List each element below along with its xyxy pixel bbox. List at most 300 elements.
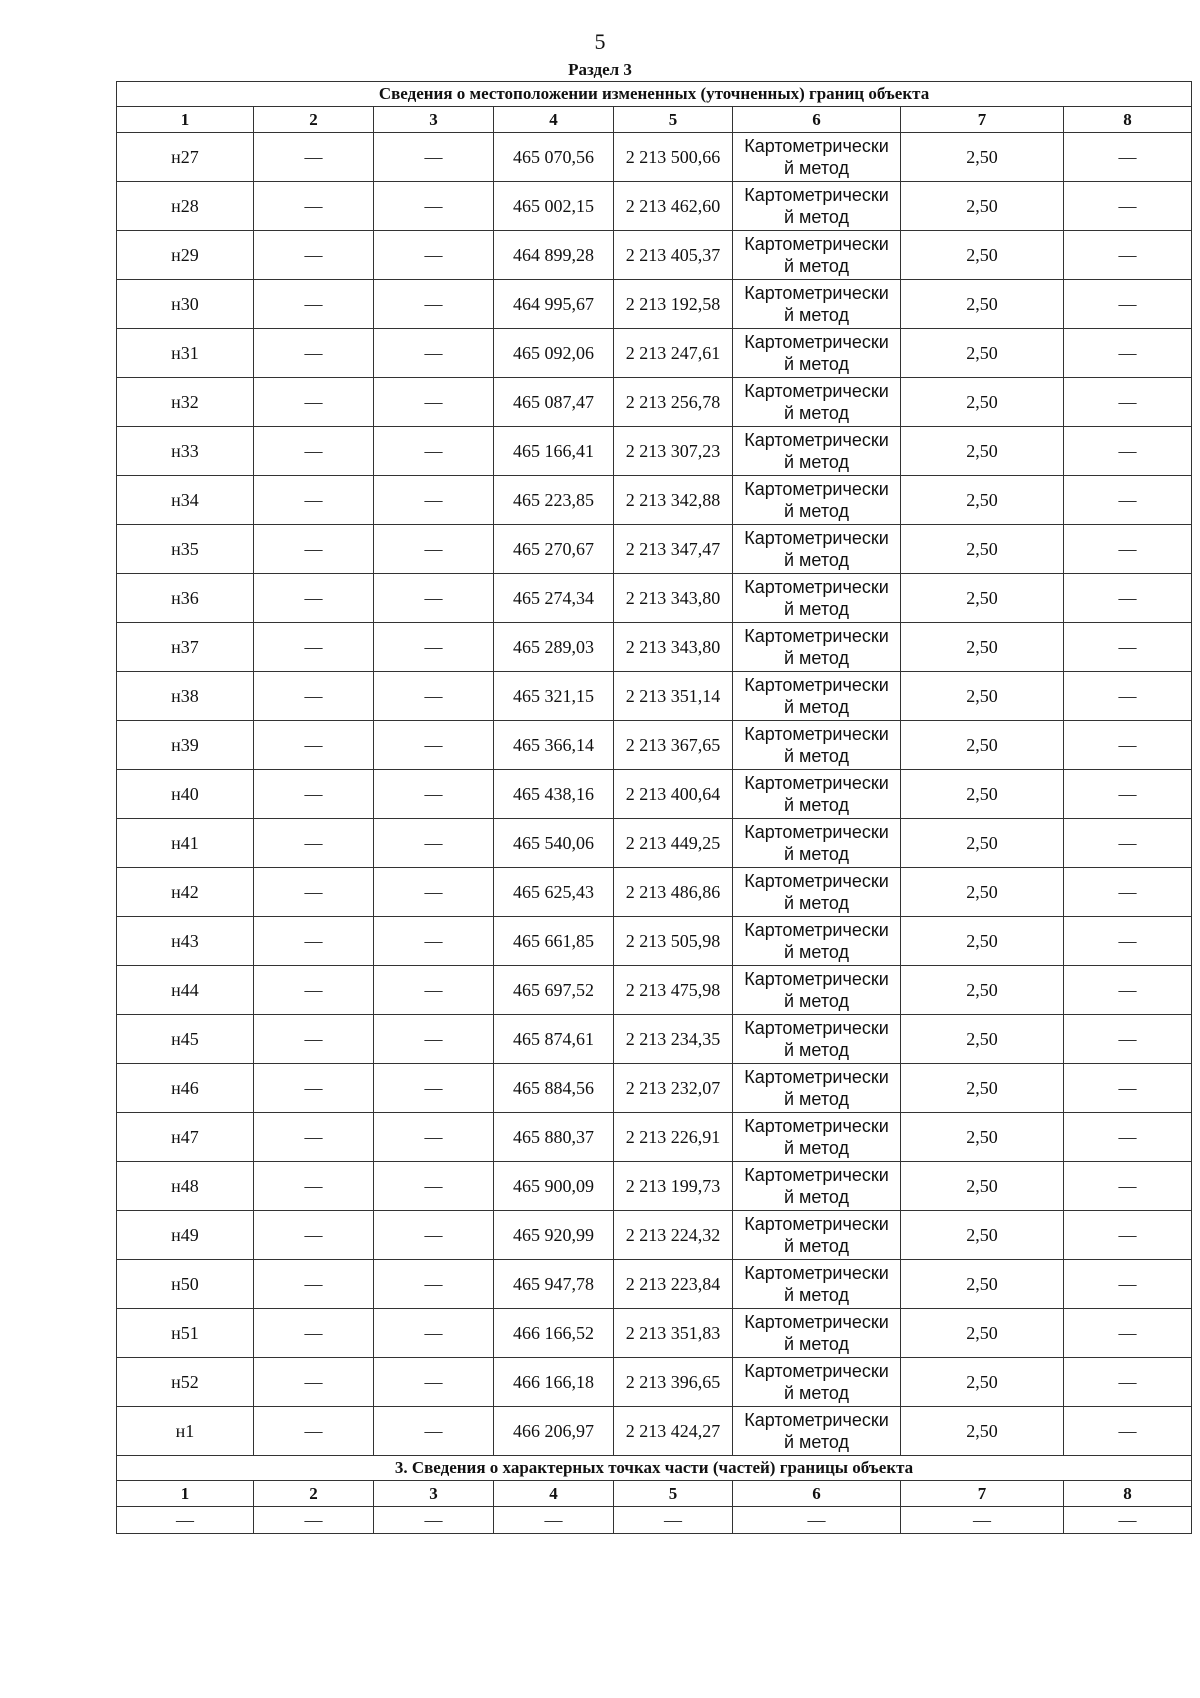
method-cell bbox=[733, 476, 901, 525]
empty-cell: — bbox=[1064, 378, 1192, 427]
parts-column-header-2: 2 bbox=[254, 1481, 374, 1507]
empty-cell: — bbox=[254, 1015, 374, 1064]
point-name-cell: н31 bbox=[117, 329, 254, 378]
accuracy-cell: 2,50 bbox=[901, 672, 1064, 721]
accuracy-cell: 2,50 bbox=[901, 868, 1064, 917]
method-cell bbox=[733, 574, 901, 623]
method-line-2: й метод bbox=[783, 256, 849, 276]
empty-cell: — bbox=[374, 329, 494, 378]
table-row bbox=[117, 721, 1192, 770]
point-name-cell: н49 bbox=[117, 1211, 254, 1260]
parts-column-header-3: 3 bbox=[374, 1481, 494, 1507]
method-line-2: й метод bbox=[783, 1285, 849, 1305]
x-coordinate-cell: 465 321,15 bbox=[494, 672, 614, 721]
table-row bbox=[117, 1211, 1192, 1260]
point-name-cell: н38 bbox=[117, 672, 254, 721]
column-header-5: 5 bbox=[614, 107, 733, 133]
x-coordinate-cell: 466 166,52 bbox=[494, 1309, 614, 1358]
y-coordinate-cell: 2 213 247,61 bbox=[614, 329, 733, 378]
accuracy-cell: 2,50 bbox=[901, 1015, 1064, 1064]
empty-cell: — bbox=[254, 1358, 374, 1407]
accuracy-cell: 2,50 bbox=[901, 231, 1064, 280]
empty-cell: — bbox=[254, 280, 374, 329]
accuracy-cell: 2,50 bbox=[901, 378, 1064, 427]
accuracy-cell: 2,50 bbox=[901, 182, 1064, 231]
method-line-2: й метод bbox=[783, 795, 849, 815]
empty-cell: — bbox=[1064, 1162, 1192, 1211]
method-line-1: Картометрически bbox=[744, 479, 889, 499]
accuracy-cell: 2,50 bbox=[901, 329, 1064, 378]
point-name-cell: н42 bbox=[117, 868, 254, 917]
method-line-2: й метод bbox=[783, 648, 849, 668]
empty-cell: — bbox=[1064, 1015, 1192, 1064]
empty-cell: — bbox=[1064, 672, 1192, 721]
method-line-1: Картометрически bbox=[744, 185, 889, 205]
y-coordinate-cell: 2 213 486,86 bbox=[614, 868, 733, 917]
empty-cell: — bbox=[1064, 1507, 1192, 1534]
method-cell bbox=[733, 182, 901, 231]
method-line-2: й метод bbox=[783, 1187, 849, 1207]
empty-cell: — bbox=[1064, 525, 1192, 574]
method-cell bbox=[733, 1309, 901, 1358]
method-cell bbox=[733, 770, 901, 819]
empty-cell: — bbox=[1064, 1358, 1192, 1407]
empty-cell: — bbox=[374, 427, 494, 476]
point-name-cell: н30 bbox=[117, 280, 254, 329]
y-coordinate-cell: 2 213 462,60 bbox=[614, 182, 733, 231]
empty-cell: — bbox=[254, 329, 374, 378]
point-name-cell: н43 bbox=[117, 917, 254, 966]
method-line-1: Картометрически bbox=[744, 1214, 889, 1234]
empty-cell: — bbox=[374, 623, 494, 672]
accuracy-cell: 2,50 bbox=[901, 1260, 1064, 1309]
empty-cell: — bbox=[1064, 819, 1192, 868]
empty-cell: — bbox=[254, 182, 374, 231]
method-cell bbox=[733, 133, 901, 182]
x-coordinate-cell: 465 697,52 bbox=[494, 966, 614, 1015]
x-coordinate-cell: 465 274,34 bbox=[494, 574, 614, 623]
point-name-cell: н52 bbox=[117, 1358, 254, 1407]
empty-cell: — bbox=[1064, 623, 1192, 672]
x-coordinate-cell: 465 087,47 bbox=[494, 378, 614, 427]
point-name-cell: н34 bbox=[117, 476, 254, 525]
accuracy-cell: 2,50 bbox=[901, 1358, 1064, 1407]
y-coordinate-cell: 2 213 223,84 bbox=[614, 1260, 733, 1309]
method-cell bbox=[733, 1260, 901, 1309]
table-row bbox=[117, 182, 1192, 231]
empty-cell: — bbox=[733, 1507, 901, 1534]
point-name-cell: н36 bbox=[117, 574, 254, 623]
empty-cell: — bbox=[1064, 1113, 1192, 1162]
empty-cell: — bbox=[374, 133, 494, 182]
empty-cell: — bbox=[254, 133, 374, 182]
method-line-1: Картометрически bbox=[744, 1263, 889, 1283]
empty-cell: — bbox=[374, 1015, 494, 1064]
x-coordinate-cell: 465 438,16 bbox=[494, 770, 614, 819]
method-line-2: й метод bbox=[783, 1040, 849, 1060]
x-coordinate-cell: 466 166,18 bbox=[494, 1358, 614, 1407]
table-row bbox=[117, 868, 1192, 917]
method-line-2: й метод bbox=[783, 452, 849, 472]
table-row bbox=[117, 672, 1192, 721]
empty-cell: — bbox=[254, 623, 374, 672]
empty-cell: — bbox=[374, 721, 494, 770]
x-coordinate-cell: 465 874,61 bbox=[494, 1015, 614, 1064]
table-row bbox=[117, 1162, 1192, 1211]
table-row bbox=[117, 476, 1192, 525]
column-header-7: 7 bbox=[901, 107, 1064, 133]
empty-cell: — bbox=[1064, 868, 1192, 917]
parts-column-header-7: 7 bbox=[901, 1481, 1064, 1507]
method-line-1: Картометрически bbox=[744, 871, 889, 891]
parts-title-row bbox=[117, 1456, 1192, 1481]
method-line-1: Картометрически bbox=[744, 1361, 889, 1381]
empty-cell: — bbox=[1064, 231, 1192, 280]
method-line-2: й метод bbox=[783, 1334, 849, 1354]
accuracy-cell: 2,50 bbox=[901, 917, 1064, 966]
x-coordinate-cell: 465 289,03 bbox=[494, 623, 614, 672]
table-row bbox=[117, 427, 1192, 476]
method-cell bbox=[733, 525, 901, 574]
empty-cell: — bbox=[254, 1113, 374, 1162]
method-line-2: й метод bbox=[783, 550, 849, 570]
y-coordinate-cell: 2 213 505,98 bbox=[614, 917, 733, 966]
table-row bbox=[117, 623, 1192, 672]
accuracy-cell: 2,50 bbox=[901, 1113, 1064, 1162]
method-line-1: Картометрически bbox=[744, 1410, 889, 1430]
point-name-cell: н40 bbox=[117, 770, 254, 819]
x-coordinate-cell: 465 092,06 bbox=[494, 329, 614, 378]
method-line-1: Картометрически bbox=[744, 724, 889, 744]
method-line-2: й метод bbox=[783, 1383, 849, 1403]
point-name-cell: н29 bbox=[117, 231, 254, 280]
column-header-6: 6 bbox=[733, 107, 901, 133]
empty-cell: — bbox=[254, 1309, 374, 1358]
x-coordinate-cell: 465 366,14 bbox=[494, 721, 614, 770]
section-title: Раздел 3 bbox=[568, 60, 632, 79]
accuracy-cell: 2,50 bbox=[901, 525, 1064, 574]
empty-cell: — bbox=[254, 1064, 374, 1113]
parts-header-row bbox=[117, 1481, 1192, 1507]
x-coordinate-cell: 465 900,09 bbox=[494, 1162, 614, 1211]
empty-cell: — bbox=[254, 1507, 374, 1534]
x-coordinate-cell: 466 206,97 bbox=[494, 1407, 614, 1456]
method-cell bbox=[733, 231, 901, 280]
empty-cell: — bbox=[374, 574, 494, 623]
parts-column-header-4: 4 bbox=[494, 1481, 614, 1507]
table-row bbox=[117, 329, 1192, 378]
method-line-1: Картометрически bbox=[744, 1165, 889, 1185]
point-name-cell: н41 bbox=[117, 819, 254, 868]
empty-cell: — bbox=[254, 966, 374, 1015]
empty-cell: — bbox=[254, 1211, 374, 1260]
table-row bbox=[117, 819, 1192, 868]
point-name-cell: н46 bbox=[117, 1064, 254, 1113]
empty-cell: — bbox=[254, 868, 374, 917]
empty-cell: — bbox=[1064, 721, 1192, 770]
x-coordinate-cell: 465 884,56 bbox=[494, 1064, 614, 1113]
method-line-1: Картометрически bbox=[744, 822, 889, 842]
point-name-cell: н47 bbox=[117, 1113, 254, 1162]
method-line-1: Картометрически bbox=[744, 1312, 889, 1332]
empty-cell: — bbox=[374, 1407, 494, 1456]
empty-cell: — bbox=[374, 1260, 494, 1309]
x-coordinate-cell: 464 995,67 bbox=[494, 280, 614, 329]
method-line-1: Картометрически bbox=[744, 528, 889, 548]
point-name-cell: н28 bbox=[117, 182, 254, 231]
empty-cell: — bbox=[1064, 182, 1192, 231]
empty-cell: — bbox=[254, 476, 374, 525]
y-coordinate-cell: 2 213 342,88 bbox=[614, 476, 733, 525]
method-line-1: Картометрически bbox=[744, 773, 889, 793]
point-name-cell: н44 bbox=[117, 966, 254, 1015]
method-cell bbox=[733, 819, 901, 868]
method-line-2: й метод bbox=[783, 844, 849, 864]
method-cell bbox=[733, 427, 901, 476]
table-row bbox=[117, 1407, 1192, 1456]
point-name-cell: н1 bbox=[117, 1407, 254, 1456]
empty-cell: — bbox=[374, 1064, 494, 1113]
empty-cell: — bbox=[374, 1211, 494, 1260]
point-name-cell: н35 bbox=[117, 525, 254, 574]
y-coordinate-cell: 2 213 226,91 bbox=[614, 1113, 733, 1162]
empty-cell: — bbox=[374, 1358, 494, 1407]
empty-cell: — bbox=[254, 721, 374, 770]
empty-cell: — bbox=[374, 1309, 494, 1358]
empty-cell: — bbox=[254, 1162, 374, 1211]
table-row bbox=[117, 1260, 1192, 1309]
method-line-2: й метод bbox=[783, 1089, 849, 1109]
boundary-table-body bbox=[117, 82, 1192, 1534]
parts-column-header-1: 1 bbox=[117, 1481, 254, 1507]
column-header-2: 2 bbox=[254, 107, 374, 133]
empty-cell: — bbox=[374, 1162, 494, 1211]
method-line-1: Картометрически bbox=[744, 283, 889, 303]
x-coordinate-cell: 465 920,99 bbox=[494, 1211, 614, 1260]
method-cell bbox=[733, 1113, 901, 1162]
method-line-2: й метод bbox=[783, 599, 849, 619]
empty-cell: — bbox=[374, 525, 494, 574]
method-line-1: Картометрически bbox=[744, 1018, 889, 1038]
empty-cell: — bbox=[1064, 1064, 1192, 1113]
empty-cell: — bbox=[374, 1113, 494, 1162]
method-line-2: й метод bbox=[783, 1138, 849, 1158]
accuracy-cell: 2,50 bbox=[901, 1162, 1064, 1211]
empty-cell: — bbox=[1064, 1407, 1192, 1456]
method-line-1: Картометрически bbox=[744, 969, 889, 989]
accuracy-cell: 2,50 bbox=[901, 1064, 1064, 1113]
method-line-2: й метод bbox=[783, 354, 849, 374]
method-cell bbox=[733, 1211, 901, 1260]
empty-cell: — bbox=[1064, 476, 1192, 525]
method-line-1: Картометрически bbox=[744, 920, 889, 940]
empty-cell: — bbox=[374, 966, 494, 1015]
y-coordinate-cell: 2 213 351,14 bbox=[614, 672, 733, 721]
empty-cell: — bbox=[374, 182, 494, 231]
point-name-cell: н48 bbox=[117, 1162, 254, 1211]
empty-cell: — bbox=[254, 1407, 374, 1456]
empty-cell: — bbox=[1064, 917, 1192, 966]
method-line-1: Картометрически bbox=[744, 430, 889, 450]
method-line-1: Картометрически bbox=[744, 626, 889, 646]
empty-cell: — bbox=[254, 427, 374, 476]
empty-cell: — bbox=[374, 868, 494, 917]
x-coordinate-cell: 465 540,06 bbox=[494, 819, 614, 868]
y-coordinate-cell: 2 213 232,07 bbox=[614, 1064, 733, 1113]
empty-cell: — bbox=[494, 1507, 614, 1534]
table-row bbox=[117, 1064, 1192, 1113]
empty-cell: — bbox=[374, 280, 494, 329]
y-coordinate-cell: 2 213 234,35 bbox=[614, 1015, 733, 1064]
parts-column-header-6: 6 bbox=[733, 1481, 901, 1507]
method-line-2: й метод bbox=[783, 501, 849, 521]
empty-cell: — bbox=[1064, 329, 1192, 378]
accuracy-cell: 2,50 bbox=[901, 770, 1064, 819]
empty-cell: — bbox=[254, 770, 374, 819]
empty-cell: — bbox=[254, 574, 374, 623]
parts-column-header-8: 8 bbox=[1064, 1481, 1192, 1507]
parts-table-row bbox=[117, 1507, 1192, 1534]
empty-cell: — bbox=[254, 1260, 374, 1309]
y-coordinate-cell: 2 213 424,27 bbox=[614, 1407, 733, 1456]
y-coordinate-cell: 2 213 199,73 bbox=[614, 1162, 733, 1211]
empty-cell: — bbox=[1064, 1309, 1192, 1358]
empty-cell: — bbox=[374, 378, 494, 427]
table-header-row bbox=[117, 107, 1192, 133]
empty-cell: — bbox=[1064, 1211, 1192, 1260]
accuracy-cell: 2,50 bbox=[901, 476, 1064, 525]
empty-cell: — bbox=[374, 1507, 494, 1534]
table-row bbox=[117, 1358, 1192, 1407]
parts-table-title: 3. Сведения о характерных точках части (частей) границы объекта bbox=[117, 1456, 1192, 1481]
table-row bbox=[117, 133, 1192, 182]
method-line-2: й метод bbox=[783, 1236, 849, 1256]
x-coordinate-cell: 465 070,56 bbox=[494, 133, 614, 182]
x-coordinate-cell: 465 002,15 bbox=[494, 182, 614, 231]
method-cell bbox=[733, 917, 901, 966]
accuracy-cell: 2,50 bbox=[901, 280, 1064, 329]
method-cell bbox=[733, 623, 901, 672]
accuracy-cell: 2,50 bbox=[901, 133, 1064, 182]
y-coordinate-cell: 2 213 396,65 bbox=[614, 1358, 733, 1407]
column-header-4: 4 bbox=[494, 107, 614, 133]
method-line-2: й метод bbox=[783, 697, 849, 717]
empty-cell: — bbox=[374, 819, 494, 868]
empty-cell: — bbox=[1064, 966, 1192, 1015]
empty-cell: — bbox=[374, 476, 494, 525]
method-line-1: Картометрически bbox=[744, 1067, 889, 1087]
method-line-1: Картометрически bbox=[744, 675, 889, 695]
x-coordinate-cell: 465 947,78 bbox=[494, 1260, 614, 1309]
point-name-cell: н45 bbox=[117, 1015, 254, 1064]
empty-cell: — bbox=[374, 672, 494, 721]
method-cell bbox=[733, 1358, 901, 1407]
y-coordinate-cell: 2 213 307,23 bbox=[614, 427, 733, 476]
method-line-1: Картометрически bbox=[744, 136, 889, 156]
empty-cell: — bbox=[254, 378, 374, 427]
empty-cell: — bbox=[1064, 280, 1192, 329]
empty-cell: — bbox=[374, 770, 494, 819]
accuracy-cell: 2,50 bbox=[901, 966, 1064, 1015]
table-row bbox=[117, 917, 1192, 966]
y-coordinate-cell: 2 213 224,32 bbox=[614, 1211, 733, 1260]
accuracy-cell: 2,50 bbox=[901, 427, 1064, 476]
y-coordinate-cell: 2 213 475,98 bbox=[614, 966, 733, 1015]
accuracy-cell: 2,50 bbox=[901, 574, 1064, 623]
method-cell bbox=[733, 378, 901, 427]
method-line-2: й метод bbox=[783, 746, 849, 766]
method-line-2: й метод bbox=[783, 207, 849, 227]
table-row bbox=[117, 280, 1192, 329]
x-coordinate-cell: 465 270,67 bbox=[494, 525, 614, 574]
y-coordinate-cell: 2 213 256,78 bbox=[614, 378, 733, 427]
point-name-cell: н39 bbox=[117, 721, 254, 770]
point-name-cell: н50 bbox=[117, 1260, 254, 1309]
method-cell bbox=[733, 868, 901, 917]
page-number: 5 bbox=[594, 29, 606, 54]
y-coordinate-cell: 2 213 192,58 bbox=[614, 280, 733, 329]
x-coordinate-cell: 465 166,41 bbox=[494, 427, 614, 476]
table-row bbox=[117, 574, 1192, 623]
method-cell bbox=[733, 280, 901, 329]
table-row bbox=[117, 378, 1192, 427]
table-row bbox=[117, 770, 1192, 819]
method-line-1: Картометрически bbox=[744, 332, 889, 352]
method-line-2: й метод bbox=[783, 893, 849, 913]
accuracy-cell: 2,50 bbox=[901, 819, 1064, 868]
accuracy-cell: 2,50 bbox=[901, 1211, 1064, 1260]
point-name-cell: н33 bbox=[117, 427, 254, 476]
y-coordinate-cell: 2 213 449,25 bbox=[614, 819, 733, 868]
table-row bbox=[117, 525, 1192, 574]
x-coordinate-cell: 464 899,28 bbox=[494, 231, 614, 280]
table-row bbox=[117, 966, 1192, 1015]
method-line-2: й метод bbox=[783, 305, 849, 325]
point-name-cell: н32 bbox=[117, 378, 254, 427]
x-coordinate-cell: 465 661,85 bbox=[494, 917, 614, 966]
method-cell bbox=[733, 1407, 901, 1456]
table-row bbox=[117, 231, 1192, 280]
y-coordinate-cell: 2 213 405,37 bbox=[614, 231, 733, 280]
empty-cell: — bbox=[1064, 133, 1192, 182]
empty-cell: — bbox=[1064, 574, 1192, 623]
method-cell bbox=[733, 1015, 901, 1064]
column-header-3: 3 bbox=[374, 107, 494, 133]
y-coordinate-cell: 2 213 343,80 bbox=[614, 574, 733, 623]
point-name-cell: н37 bbox=[117, 623, 254, 672]
method-cell bbox=[733, 1064, 901, 1113]
empty-cell: — bbox=[1064, 1260, 1192, 1309]
empty-cell: — bbox=[374, 231, 494, 280]
table-title: Сведения о местоположении измененных (уточненных) границ объекта bbox=[117, 82, 1192, 107]
table-row bbox=[117, 1113, 1192, 1162]
empty-cell: — bbox=[901, 1507, 1064, 1534]
empty-cell: — bbox=[254, 525, 374, 574]
point-name-cell: н51 bbox=[117, 1309, 254, 1358]
accuracy-cell: 2,50 bbox=[901, 1407, 1064, 1456]
empty-cell: — bbox=[254, 819, 374, 868]
y-coordinate-cell: 2 213 347,47 bbox=[614, 525, 733, 574]
table-row bbox=[117, 1015, 1192, 1064]
method-line-2: й метод bbox=[783, 942, 849, 962]
method-line-2: й метод bbox=[783, 158, 849, 178]
table-row bbox=[117, 1309, 1192, 1358]
method-cell bbox=[733, 672, 901, 721]
empty-cell: — bbox=[254, 917, 374, 966]
method-line-1: Картометрически bbox=[744, 381, 889, 401]
empty-cell: — bbox=[1064, 427, 1192, 476]
method-line-1: Картометрически bbox=[744, 1116, 889, 1136]
